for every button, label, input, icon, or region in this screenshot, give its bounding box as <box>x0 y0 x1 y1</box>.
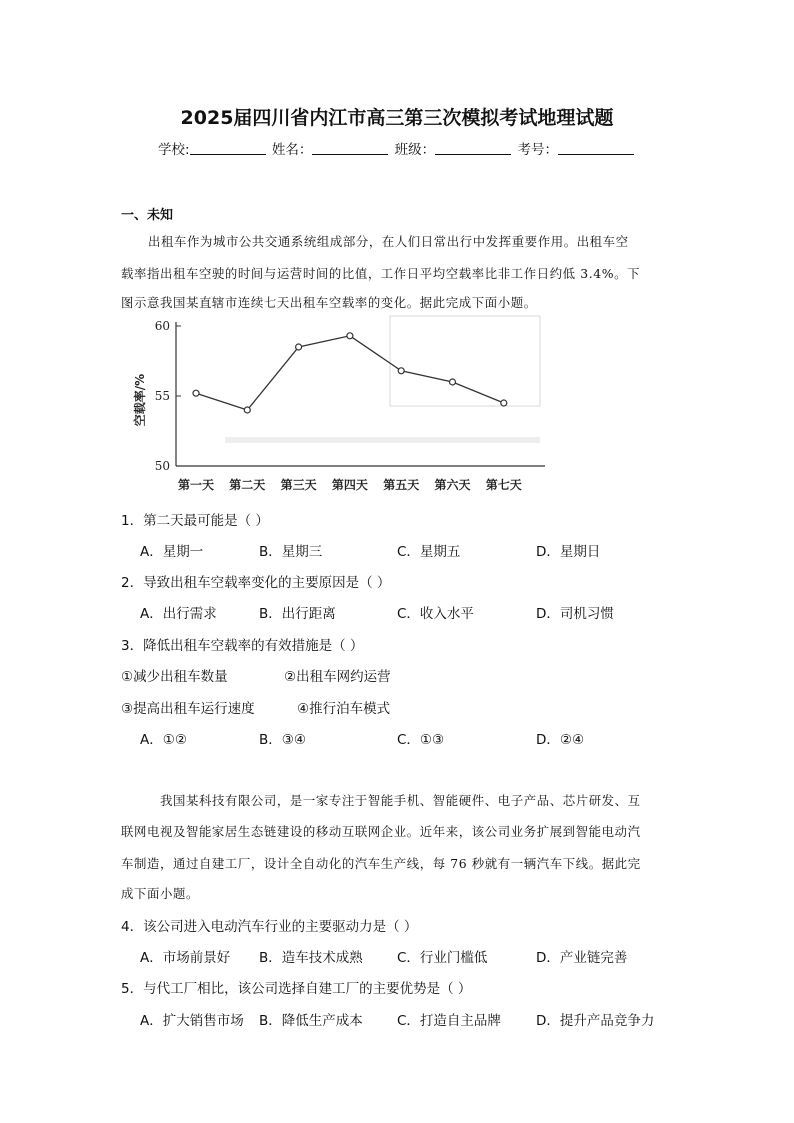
passage2-line2: 联网电视及智能家居生态链建设的移动互联网企业。近年来，该公司业务扩展到智能电动汽 <box>121 824 641 839</box>
q3-item-2: ②出租车网约运营 <box>284 669 391 685</box>
question-5-stem: 5．与代工厂相比，该公司选择自建工厂的主要优势是（ ） <box>121 981 472 997</box>
q4-option-c[interactable]: C．行业门槛低 <box>397 950 488 966</box>
question-4-stem: 4．该公司进入电动汽车行业的主要驱动力是（ ） <box>121 919 418 935</box>
passage1-line3: 图示意我国某直辖市连续七天出租车空载率的变化。据此完成下面小题。 <box>121 295 537 310</box>
q1-option-d[interactable]: D．星期日 <box>536 544 601 560</box>
q4-option-b[interactable]: B．造车技术成熟 <box>259 950 363 966</box>
vacancy-rate-chart <box>130 312 550 502</box>
y-axis-label: 空载率/% <box>133 373 147 427</box>
q4-option-a[interactable]: A．市场前景好 <box>140 950 231 966</box>
data-point-day-1 <box>193 390 199 396</box>
exam-no-blank <box>558 141 634 155</box>
q3-option-c[interactable]: C．①③ <box>397 732 445 748</box>
x-tick-label-4: 第四天 <box>331 478 368 492</box>
question-1-stem: 1．第二天最可能是（ ） <box>121 513 269 529</box>
class-label: 班级： <box>394 142 436 158</box>
class-blank <box>435 141 511 155</box>
section-heading: 一、未知 <box>121 208 174 223</box>
q2-option-a[interactable]: A．出行需求 <box>140 606 217 622</box>
q1-option-b[interactable]: B．星期三 <box>259 544 323 560</box>
passage1-line2: 载率指出租车空驶的时间与运营时间的比值，工作日平均空载率比非工作日约低 3.4%。下 <box>121 266 641 281</box>
q2-option-c[interactable]: C．收入水平 <box>397 606 474 622</box>
question-3-stem: 3．降低出租车空载率的有效措施是（ ） <box>121 638 364 654</box>
passage2-line4: 成下面小题。 <box>121 886 199 901</box>
q3-item-1: ①减少出租车数量 <box>121 669 228 685</box>
x-tick-label-6: 第六天 <box>434 478 471 492</box>
name-blank <box>312 141 388 155</box>
q3-option-d[interactable]: D．②④ <box>536 732 585 748</box>
data-point-day-3 <box>296 344 302 350</box>
x-tick-label-7: 第七天 <box>485 478 522 492</box>
name-label: 姓名： <box>271 142 313 158</box>
q4-option-d[interactable]: D．产业链完善 <box>536 950 628 966</box>
data-point-day-7 <box>501 400 507 406</box>
data-point-day-4 <box>347 333 353 339</box>
q3-item-4: ④推行泊车模式 <box>297 701 391 717</box>
q5-option-a[interactable]: A．扩大销售市场 <box>140 1013 244 1029</box>
q3-item-3: ③提高出租车运行速度 <box>121 701 255 717</box>
q1-option-a[interactable]: A．星期一 <box>140 544 204 560</box>
q5-option-c[interactable]: C．打造自主品牌 <box>397 1013 501 1029</box>
x-tick-label-2: 第二天 <box>229 478 266 492</box>
passage2-line1: 我国某科技有限公司，是一家专注于智能手机、智能硬件、电子产品、芯片研发、互 <box>160 793 641 808</box>
x-tick-label-3: 第三天 <box>280 478 317 492</box>
data-point-day-2 <box>244 407 250 413</box>
q1-option-c[interactable]: C．星期五 <box>397 544 461 560</box>
passage2-line3: 车制造，通过自建工厂，设计全自动化的汽车生产线，每 76 秒就有一辆汽车下线。据此完 <box>121 856 641 871</box>
school-label: 学校: <box>158 142 190 158</box>
school-blank <box>190 141 266 155</box>
data-point-day-5 <box>398 368 404 374</box>
y-tick-label-50: 50 <box>154 459 170 473</box>
x-tick-label-1: 第一天 <box>177 478 215 492</box>
data-point-day-6 <box>450 379 456 385</box>
passage1-line1: 出租车作为城市公共交通系统组成部分，在人们日常出行中发挥重要作用。出租车空 <box>148 234 629 249</box>
exam-title: 2025届四川省内江市高三第三次模拟考试地理试题 <box>180 107 614 129</box>
q5-option-b[interactable]: B．降低生产成本 <box>259 1013 363 1029</box>
q2-option-d[interactable]: D．司机习惯 <box>536 606 614 622</box>
question-2-stem: 2．导致出租车空载率变化的主要原因是（ ） <box>121 575 391 591</box>
q3-option-a[interactable]: A．①② <box>140 732 187 748</box>
background-artifact-box <box>390 316 540 406</box>
y-tick-label-60: 60 <box>154 319 170 333</box>
chart-svg <box>130 312 550 502</box>
student-info-line <box>0 138 794 158</box>
y-tick-label-55: 55 <box>154 389 170 403</box>
q2-option-b[interactable]: B．出行距离 <box>259 606 336 622</box>
x-tick-label-5: 第五天 <box>383 478 420 492</box>
exam-no-label: 考号： <box>517 142 558 158</box>
q3-option-b[interactable]: B．③④ <box>259 732 306 748</box>
q5-option-d[interactable]: D．提升产品竞争力 <box>536 1013 655 1029</box>
vacancy-rate-line <box>196 336 504 410</box>
